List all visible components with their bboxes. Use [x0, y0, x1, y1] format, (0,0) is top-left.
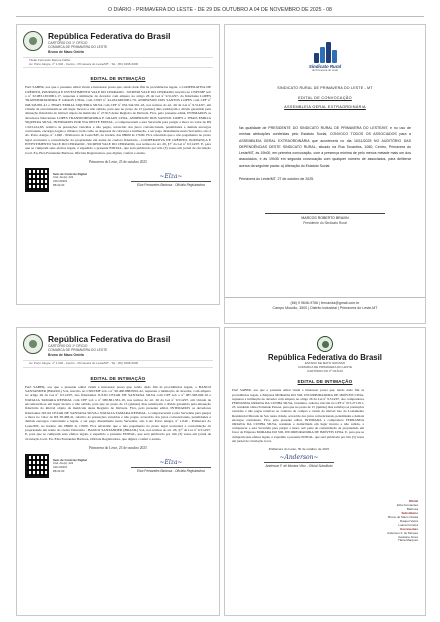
union-logo-name: Sindicato Rural: [308, 64, 342, 69]
qr-code-icon: [25, 168, 49, 192]
staff-name: Luana Ferreira: [398, 522, 418, 527]
notice-title: República Federativa do Brasil: [48, 31, 171, 41]
signature-block: [131, 173, 211, 187]
notice-officer: Bruno de Maco Oniela: [48, 50, 84, 55]
signer-name: Elza Fernandes Barbosa - Oficiala Registradora: [137, 469, 205, 474]
union-footer: [225, 297, 425, 311]
notice-title: República Federativa do Brasil: [268, 353, 382, 362]
notice-subtitle: CARTÓRIO DO 2º OFÍCIO: [307, 368, 343, 373]
coat-of-arms-icon: [23, 31, 43, 51]
staff-sidebar-title: Oficial: [408, 499, 418, 504]
signature-block: [232, 454, 366, 468]
notice-subtitle: COMARCA DE PRIMAVERA DO LESTE: [48, 45, 108, 50]
signature-scribble: ~Anderson~: [279, 454, 319, 462]
staff-name: Anderson F. de Moraes: [386, 530, 418, 535]
signer-name: Anderson F. de Moraes Vitor - Oficial Substituto: [265, 464, 333, 469]
union-heading: EDITAL DE CONVOCAÇÃO: [298, 96, 352, 100]
union-body: Na qualidade de PRESIDENTE DO SINDICATO RURAL DE PRIMAVERA DO LESTE/MT, e no uso de minhas atribuições conferidas pelo Estatuto Social, CONVOCO TODOS OS ASSOCIADOS para a ASSEMBLEIA GERAL EXTRAORDINÁRIA que acontecerá no dia 10/11/2025 NO AUDITÓRIO DAS DEPENDÊNCIAS DESTE SINDICATO RURAL, situado na Rua Tocantins, 1080, Centro, Primavera do Leste/MT, às 19h00, em primeira convocação, com a presença mínima de pelo menos metade mais um dos associados, e às 19h30 em segunda convocação com qualquer número de associados, para deliberar acerca da seguinte pauta: a) Alteração do Estatuto Social.: [239, 126, 411, 168]
notice-heading: EDITAL DE INTIMAÇÃO: [90, 375, 146, 381]
notice-officer: Bruno de Maco Oniela: [48, 353, 84, 358]
notice-address: Av. Porto Alegre, nº 1.040 - Centro - Primavera do Leste/MT - Tel.: (66) 3498-3000: [29, 360, 139, 365]
qr-code-icon: [25, 454, 49, 478]
notice-heading: EDITAL DE INTIMAÇÃO: [90, 76, 146, 82]
notice-intimacao-santander: [16, 327, 220, 616]
signature-scribble: ~Elza~: [159, 172, 183, 180]
digital-seal-info: Selo de Controle Digital Cód. Ato(s): 222 CRJ-04931 R$ 62,00: [53, 457, 87, 473]
union-contact: (66) 9 9646-9766 | fernanda@gmail.com.br: [290, 301, 360, 305]
union-org-name: SINDICATO RURAL DE PRIMAVERA DO LESTE - MT: [277, 86, 373, 90]
notice-intimacao-morada-do-sol: [224, 327, 426, 616]
signature-block: [131, 459, 211, 473]
staff-name: Bruno de Maco Oniela: [388, 515, 418, 520]
staff-name: Geisiane Alves: [398, 534, 418, 539]
notice-address: Titular Fernando Ramos Fialho: [29, 57, 71, 62]
union-address: Campo Mourão, 3500 | Distrito Industrial | Primavera do Leste-MT: [272, 306, 378, 310]
notice-subtitle: ESTADO DE MATO GROSSO: [304, 361, 346, 365]
signature-scribble: ~Elza~: [159, 459, 183, 467]
staff-role: Substitutos: [401, 511, 418, 516]
notice-convocacao-sindicato: [224, 24, 426, 324]
digital-seal-info: Selo de Controle Digital Cód. Ato(s): 222 CRJ-04932 R$ 62,00: [53, 171, 87, 187]
newspaper-masthead: O DIÁRIO - PRIMAVERA DO LESTE - DE 29 DE OUTUBRO A 04 DE NOVEMBRO DE 2025 - 08: [0, 0, 440, 20]
notice-subtitle: CARTÓRIO DO 1º OFÍCIO: [48, 41, 88, 45]
notice-body: FAZ SABER, aos que o presente edital virem e interessar possa que, tendo dado fim às providências legais, a COOPERATIVA DE CRÉDITO, POUPANÇA E INVESTIMENTO VALE DO CERRADO - SICREDI VALE DO CERRADO, inscrita no CNPJ/MF sob o nº 32.983.165/0001-17, requereu a intimação do devedor com amparo no artigo 26 da Lei nº 9.514/97, da fiduciante LOPES TRANSPORTADORA E GRAOS LTDA, com CNPJ nº 44.184.648/0001-79, ANDERSON DOS SANTOS LOPES com CPF nº 048.343.881-41 e THAIS EMILIA SIQUEIRA SILVA com CPF nº 052.344.591-43, nos termos do art. 26 da Lei nº 9.514/97, em virtude de encontrarem-se em lugar incerto e não sabido, para que no prazo de 15 (quinze) dias satisfaçam a dívida garantida pela alienação fiduciária do imóvel objeto da matrícula nº 27.915 deste Registro de Imóveis. Fica, pelo presente edital, INTIMADOS os devedores fiduciantes LOPES TRANSPORTADORA E GRAOS LTDA, ANDERSON DOS SANTOS LOPES e THAIS EMILIA SIQUEIRA SILVA, INTIMADOS POR VIA DESTE EDITAL, a comparecerem a esta Serventia para purgar a mora no valor de R$ 1.023.414,63, relativo às prestações vencidas e não pagas, acrescido dos juros convencionais, penalidades e demais encargos contratuais, encargos legais e tributos, bem como as despesas de cobrança e intimação, a ser pago diretamente nesta Serventia, sito à Av. Porto Alegre, nº 1.040 - Primavera do Leste/MT, no horário das 08h00 às 17h00. Fica advertido que o não pagamento no prazo legal acarretará a consolidação da propriedade em nome da credora fiduciária - COOPERATIVA DE CRÉDITO, POUPANÇA E INVESTIMENTO VALE DO CERRADO - SICREDI VALE DO CERRADO, nos termos do art. 26, §7º da Lei nº 9.514/97. E, para que se cumpram seus efeitos legais, é expedido o presente EDITAL, que será publicado por três (3) vezes em jornal de circulação local. Eu, Elza Fernandes Barbosa, Oficiala Registradora, que digitei, conferi e assino.: [25, 85, 211, 155]
staff-name: Elza Fernandes: [396, 503, 418, 508]
coat-of-arms-icon: [23, 334, 43, 354]
notice-date: Primavera do Leste, 23 de outubro 2025: [89, 446, 147, 451]
union-signature-block: [225, 213, 425, 225]
notice-date: Primavera do Leste, 30 de outubro de 2025: [268, 447, 330, 452]
staff-name: Barbosa: [406, 507, 418, 512]
union-date: Primavera do Leste/MT, 27 de outubro de 2025.: [239, 177, 315, 182]
notice-heading: EDITAL DE INTIMAÇÃO: [297, 379, 353, 385]
notice-body: FAZ SABER, aos que o presente edital virem e interessar possa que, tendo dado fim às providências legais, o BANCO SANTANDER (BRASIL) S/A, inscrito no CNPJ/MF sob o nº 90.400.888/0001-42, requereu a intimação do devedor, com amparo no artigo 26 da Lei nº 9.514/97, dos fiduciantes JULIO CEZAR DE SANTANA SILVA com CPF sob o nº 087.328.049-16 e NATALIA TAMARA REISDAL com CPF sob o nº 080.861.581-18, nos termos do art. 26 da Lei nº 9.514/97, em virtude de encontrarem-se em lugar incerto e não sabido, para que no prazo de 15 (quinze) dias satisfaçam a dívida garantida pela alienação fiduciária do imóvel objeto da matrícula deste Registro de Imóveis. Fica, pelo presente edital, INTIMADOS os devedores fiduciantes JULIO CEZAR DE SANTANA SILVA e NATALIA TAMARA REISDAL, a comparecerem a esta Serventia para purgar a mora no valor de R$ 38.468,41, relativo às prestações vencidas e não pagas, acrescido dos juros convencionais, penalidades e demais encargos contratuais e legais, a ser pago diretamente nesta Serventia, sito à Av. Porto Alegre, nº 1.040 - Primavera do Leste/MT, no horário das 08h00 às 17h00. Fica advertido que o não pagamento no prazo legal acarretará a consolidação da propriedade em nome do credor fiduciário - BANCO SANTANDER (BRASIL) S/A, nos termos do art. 26, §7º da Lei nº 9.514/97. E, para que se cumpram seus efeitos legais, é expedido o presente EDITAL, que será publicado por três (3) vezes em jornal de circulação local. Eu, Elza Fernandes Barbosa, Oficiala Registradora, que digitei, conferi e assino.: [25, 384, 211, 441]
notice-title: República Federativa do Brasil: [48, 334, 171, 344]
notice-body: FAZ SABER, aos que o presente edital virem e interessar possa que, tendo dado fim às providências legais, a Empresa MORADA DO SOL INCORPORADORA DE IMÓVEIS LTDA, requereu a intimação do devedor com amparo no artigo 26 da Lei nº 9.514/97, dos compradores FERNANDA ORIANA DA CUNHA SILVA, brasileira, solteira, inscrita no CPF nº 015.271.811-23, residente à Rua Fernando Pessoa, para que no prazo de 15 (quinze) dias satisfaça as prestações vencidas e não pagas relativas ao contrato de compra e venda do imóvel lote do Loteamento Residencial Morada do Sol, nesta cidade, acrescido dos juros convencionais, penalidades e demais encargos contratuais. Fica, pelo presente edital, INTIMADA a compradora FERNANDA ORIANA DA CUNHA SILVA, residente e domiciliada em lugar incerto e não sabido, a comparecer a esta Serventia para purgar a mora, sob pena de consolidação da propriedade em favor da Empresa MORADA DO SOL INCORPORADORA DE IMÓVEIS LTDA. E, para que se cumpram seus efeitos legais, é expedido o presente EDITAL, que será publicado por três (3) vezes em jornal de circulação local.: [232, 388, 364, 443]
union-logo-tagline: de Primavera do Leste: [311, 69, 339, 72]
notice-subtitle: CARTÓRIO DO 1º OFÍCIO: [48, 344, 88, 348]
staff-name: Tânia Marques: [397, 538, 418, 543]
union-signer-name: MARCOS ROBERTO BRAVIN: [301, 216, 349, 221]
coat-of-arms-icon: [317, 336, 333, 352]
notice-address: Av. Porto Alegre, nº 1.040 - Centro - Primavera do Leste/MT - Tel.: (66) 3498-3000: [29, 61, 139, 66]
notice-subtitle: COMARCA DE PRIMAVERA DO LESTE: [48, 348, 108, 353]
staff-role: Escreventes: [400, 526, 418, 531]
signer-name: Elza Fernandes Barbosa - Oficiala Registradora: [137, 182, 205, 187]
notice-subtitle: COMARCA DE PRIMAVERA DO LESTE: [298, 364, 352, 369]
staff-name: Raquel Vieira: [400, 518, 418, 523]
union-logo: [225, 41, 425, 72]
union-signer-role: Presidente do Sindicato Rural: [303, 221, 347, 226]
union-logo-icon: [310, 41, 340, 63]
staff-sidebar: [366, 388, 418, 543]
union-subheading: ASSEMBLEIA GERAL EXTRAORDINÁRIA: [284, 105, 366, 109]
notice-date: Primavera do Leste, 23 de outubro 2025: [89, 159, 147, 164]
notice-intimacao-sicredi: [16, 24, 220, 305]
